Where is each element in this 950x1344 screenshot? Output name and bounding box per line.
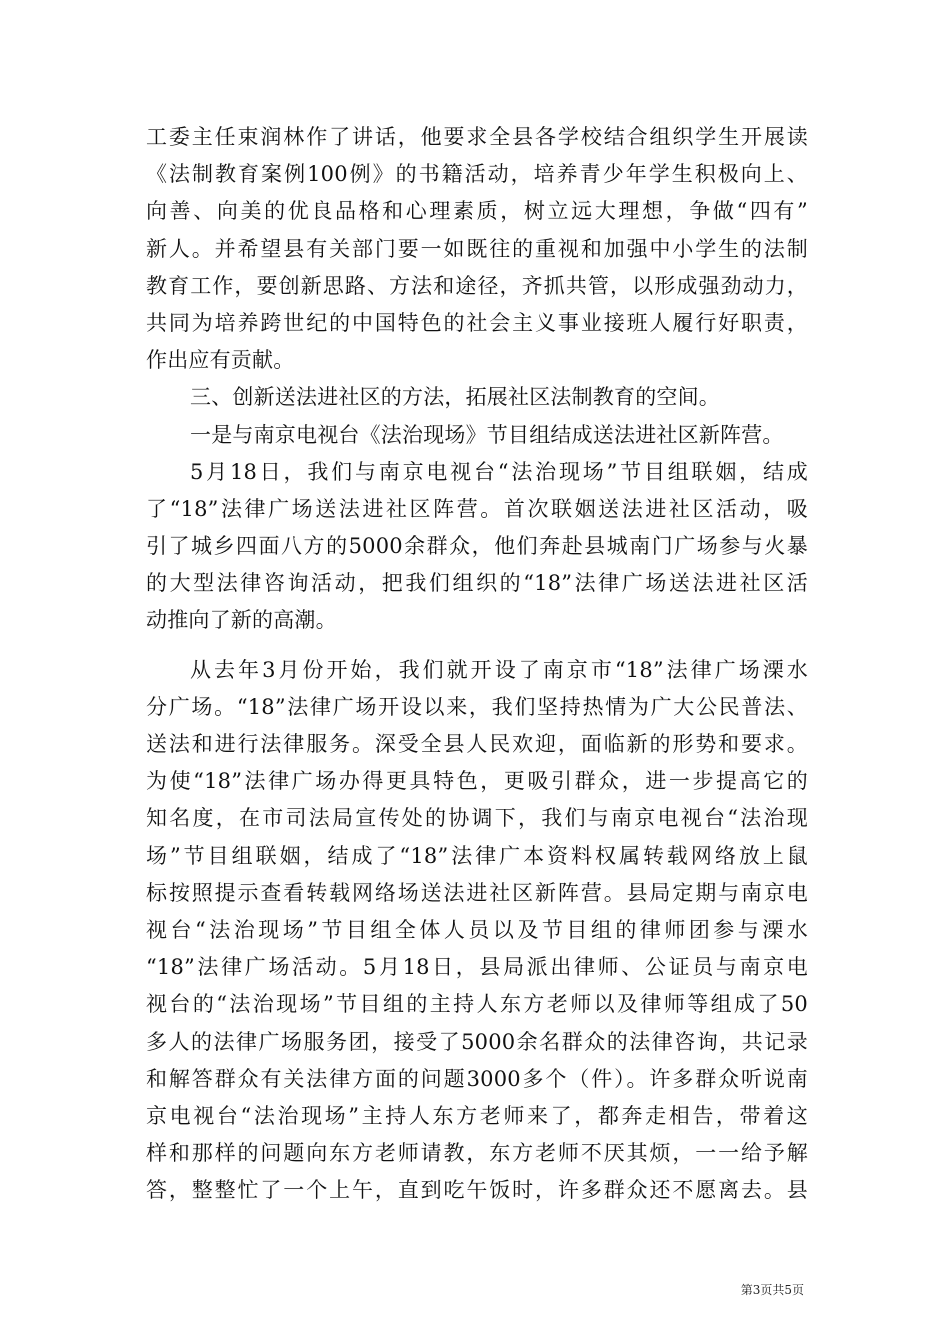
text-line: 送法和进行法律服务。深受全县人民欢迎，面临新的形势和要求。	[146, 732, 808, 756]
text-line: 作出应有贡献。	[146, 348, 295, 373]
text-line: 多人的法律广场服务团，接受了5000余名群众的法律咨询，共记录	[146, 1029, 808, 1054]
text-line: 京电视台“法治现场”主持人东方老师来了，都奔走相告，带着这	[146, 1103, 808, 1128]
text-line: 和解答群众有关法律方面的问题3000多个（件）。许多群众听说南	[146, 1066, 808, 1091]
text-line: 《法制教育案例100例》的书籍活动，培养青少年学生积极向上、	[146, 162, 808, 187]
text-line: 向善、向美的优良品格和心理素质，树立远大理想，争做“四有”	[146, 199, 808, 224]
text-line: 视台的“法治现场”节目组的主持人东方老师以及律师等组成了50	[146, 992, 808, 1017]
paragraph-gap	[146, 640, 808, 652]
section-heading: 三、创新送法进社区的方法，拓展社区法制教育的空间。	[190, 385, 720, 410]
text-line: 从去年3月份开始，我们就开设了南京市“18”法律广场溧水	[190, 657, 808, 682]
document-body	[146, 119, 808, 1209]
text-line: 知名度，在市司法局宣传处的协调下，我们与南京电视台“法治现	[146, 806, 808, 831]
text-line: 答，整整忙了一个上午，直到吃午饭时，许多群众还不愿离去。县	[146, 1178, 808, 1203]
text-line: 的大型法律咨询活动，把我们组织的“18”法律广场送法进社区活	[146, 571, 808, 596]
text-line: 为使“18”法律广场办得更具特色，更吸引群众，进一步提高它的	[146, 769, 808, 794]
page-number: 第3页共5页	[740, 1283, 804, 1297]
subsection-heading: 一是与南京电视台《法治现场》节目组结成送法进社区新阵营。	[190, 422, 784, 447]
text-line: 共同为培养跨世纪的中国特色的社会主义事业接班人履行好职责，	[146, 310, 808, 335]
text-line: 动推向了新的高潮。	[146, 608, 337, 633]
text-line: 新人。并希望县有关部门要一如既往的重视和加强中小学生的法制	[146, 236, 808, 261]
text-line: 场”节目组联姻，结成了“18”法律广本资料权属转载网络放上鼠	[146, 843, 808, 868]
text-line: 样和那样的问题向东方老师请教，东方老师不厌其烦，一一给予解	[146, 1141, 808, 1166]
text-line: “18”法律广场活动。5月18日，县局派出律师、公证员与南京电	[146, 955, 808, 980]
text-line: 教育工作，要创新思路、方法和途径，齐抓共管，以形成强劲动力，	[146, 273, 808, 298]
text-line: 分广场。“18”法律广场开设以来，我们坚持热情为广大公民普法、	[146, 694, 808, 719]
text-line: 5月18日，我们与南京电视台“法治现场”节目组联姻，结成	[190, 459, 808, 484]
text-line: 工委主任束润林作了讲话，他要求全县各学校结合组织学生开展读	[146, 125, 808, 149]
text-line: 了“18”法律广场送法进社区阵营。首次联姻送法进社区活动，吸	[146, 496, 808, 521]
text-line: 标按照提示查看转载网络场送法进社区新阵营。县局定期与南京电	[146, 880, 808, 905]
text-line: 引了城乡四面八方的5000余群众，他们奔赴县城南门广场参与火暴	[146, 534, 808, 559]
text-line: 视台“法治现场”节目组全体人员以及节目组的律师团参与溧水	[146, 917, 808, 942]
